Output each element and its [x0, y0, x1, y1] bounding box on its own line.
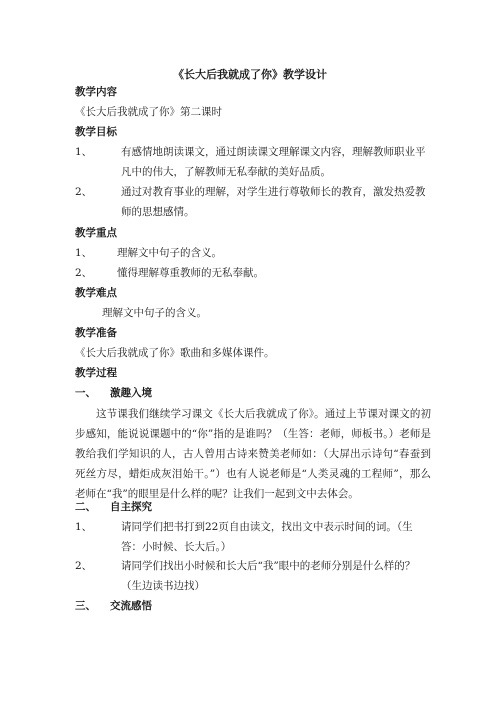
section-3-title: 交流感悟: [110, 600, 152, 612]
preparation-text: 《长大后我就成了你》歌曲和多媒体课件。: [75, 347, 275, 359]
process-heading: 教学过程: [75, 367, 117, 379]
preparation-heading: 教学准备: [75, 327, 117, 339]
goal-2-text: 通过对教育事业的理解，对学生进行尊敬师长的教育，激发热爱教师的思想感情。: [121, 186, 426, 218]
keypoint-2-num: 2、: [75, 267, 93, 279]
keypoints-heading: 教学重点: [75, 227, 117, 239]
section-1-num: 一、: [75, 387, 96, 399]
section-2-title: 自主探究: [110, 501, 152, 513]
goals-heading: 教学目标: [75, 126, 117, 138]
goal-2-num: 2、: [75, 186, 93, 198]
document-title: 《长大后我就成了你》教学设计: [173, 68, 327, 81]
content-text: 《长大后我就成了你》第二课时: [75, 106, 222, 118]
difficulty-heading: 教学难点: [75, 287, 117, 299]
goal-1-label: 有感情地朗读课文，通过朗读课文理解课文内容，理解教师职业平凡中的伟大，了解教师无私奉献的美好品质。: [121, 146, 426, 178]
section-1-title: 激趣入境: [110, 387, 152, 399]
difficulty-text: 理解文中句子的含义。: [102, 307, 207, 319]
keypoint-1-text: 理解文中句子的含义。: [117, 247, 222, 259]
section-2-num: 二、: [75, 501, 96, 513]
keypoint-2-text: 懂得理解尊重教师的无私奉献。: [117, 267, 264, 279]
explore-1-text: 请同学们把书打到22页自由读文，找出文中表示时间的词。（生答：小时候、长大后。）: [121, 521, 413, 553]
explore-2-num: 2、: [75, 560, 93, 572]
goal-1-num: 1、: [75, 146, 93, 158]
goal-1-text: [121, 142, 431, 182]
section-3-num: 三、: [75, 600, 96, 612]
explore-1-num: 1、: [75, 521, 93, 533]
intro-paragraph: 这节课我们继续学习课文《长大后我就成了你》。通过上节课对课文的初步感知，能说说课题中的“你”指的是谁吗？（生答：老师，师板书。）老师是教给我们学知识的人，古人曾用古诗来赞美老师如：（大屏出示诗句“春蚕到死丝方尽，蜡炬成灰泪始干。”）也有人说老师是“人类灵魂的工程师”，那么老师在“我”的眼里是什么样的呢？让我们一起到文中去体会。: [75, 408, 431, 500]
keypoint-1-num: 1、: [75, 247, 93, 259]
explore-2-text: 请同学们找出小时候和长大后“我”眼中的老师分别是什么样的？（生边读书边找）: [121, 560, 416, 592]
content-heading: 教学内容: [75, 86, 117, 98]
